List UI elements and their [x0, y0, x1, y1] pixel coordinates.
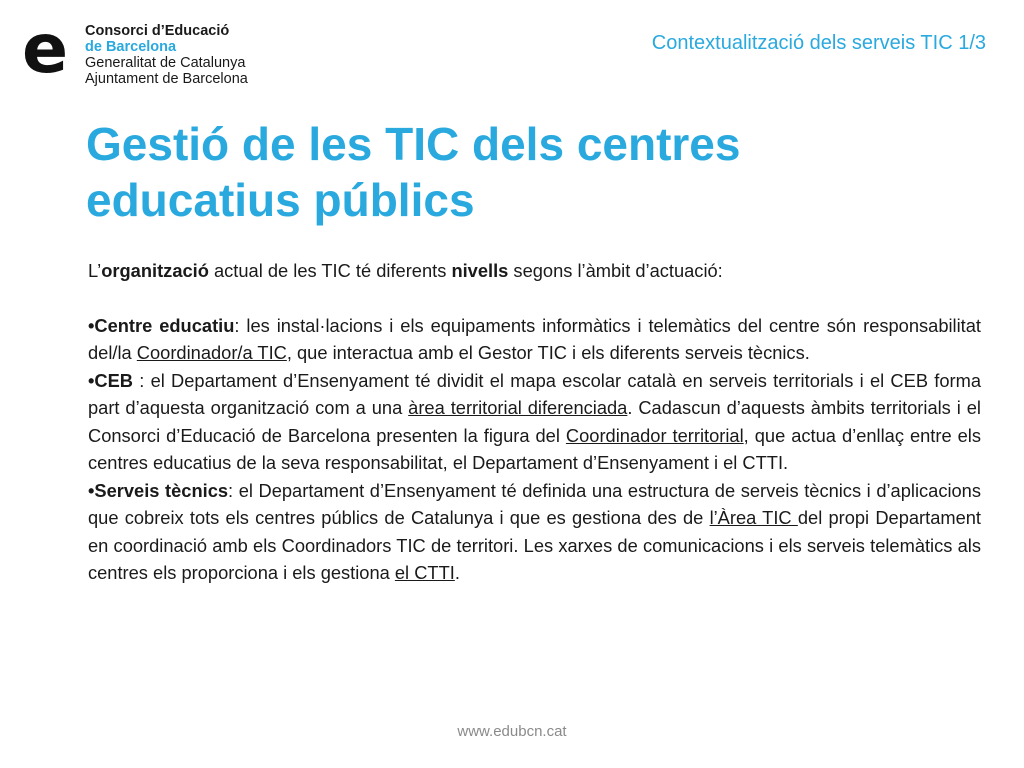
bullet-text: , que interactua amb el Gestor TIC i els diferents serveis tècnics. — [286, 342, 810, 363]
bullet-serveis-tecnics — [88, 477, 981, 587]
bullet-lead: •CEB — [88, 369, 133, 391]
intro-paragraph — [88, 257, 981, 285]
bullet-lead: •Serveis tècnics — [88, 479, 229, 501]
underlined-term-ctti: el CTTI — [394, 562, 455, 583]
section-title: Contextualització dels serveis TIC 1/3 — [651, 32, 986, 54]
bullet-text: . Cadascun d’aquests àmbits territorials i el Consorci d’Educació de Barcelona presenten la figura del — [88, 397, 981, 446]
bullet-text: : el Departament d’Ensenyament té dividit el mapa escolar català en serveis territorials i el CEB forma part d’aquesta organització com a una — [88, 369, 981, 418]
logo-text — [85, 23, 248, 87]
footer-url: www.edubcn.cat — [457, 723, 567, 740]
intro-text-3: segons l’àmbit d’actuació: — [508, 260, 723, 281]
intro-bold-nivells: nivells — [451, 260, 509, 281]
logo-line-2: de Barcelona — [85, 39, 177, 55]
intro-bold-organitzacio: organització — [101, 260, 209, 281]
logo-line-1: Consorci d’Educació — [85, 23, 230, 39]
logo-line-4: Ajuntament de Barcelona — [85, 71, 248, 87]
underlined-term-coordinador-tic: Coordinador/a TIC — [136, 342, 287, 363]
underlined-term-area-tic: l’Àrea TIC — [709, 507, 798, 528]
underlined-term-area-territorial: àrea territorial diferenciada — [408, 397, 628, 418]
slide-title: Gestió de les TIC dels centres educatius públics — [86, 118, 741, 226]
bullet-text: del propi Departament en coordinació amb els Coordinadors TIC de territori. Les xarxes de comunicacions i els serveis telemàtics als centres els proporciona i els gestiona — [88, 507, 982, 583]
bullet-lead: •Centre educatiu — [88, 314, 235, 336]
intro-text-2: actual de les TIC té diferents — [208, 260, 452, 281]
consorci-logo — [22, 10, 262, 92]
underlined-term-coordinador-territorial: Coordinador territorial — [565, 424, 744, 446]
bullet-ceb — [88, 367, 981, 477]
intro-text-1: L’ — [88, 260, 102, 281]
bullet-text: : les instal·lacions i els equipaments informàtics i telemàtics del centre són responsabilitat del/la — [88, 314, 981, 363]
slide-body — [88, 257, 981, 587]
logo-line-3: Generalitat de Catalunya — [85, 55, 246, 71]
logo-e-mark: e — [22, 10, 69, 89]
bullet-text: , que actua d’enllaç entre els centres educatius de la seva responsabilitat, el Departament d’Ensenyament i el CTTI. — [88, 424, 982, 473]
bullet-centre-educatiu — [88, 312, 981, 367]
bullet-text: : el Departament d’Ensenyament té definida una estructura de serveis tècnics i d’aplicacions que cobreix tots els centres públics de Catalunya i que es gestiona des de — [88, 479, 981, 528]
bullet-text: . — [454, 562, 460, 583]
